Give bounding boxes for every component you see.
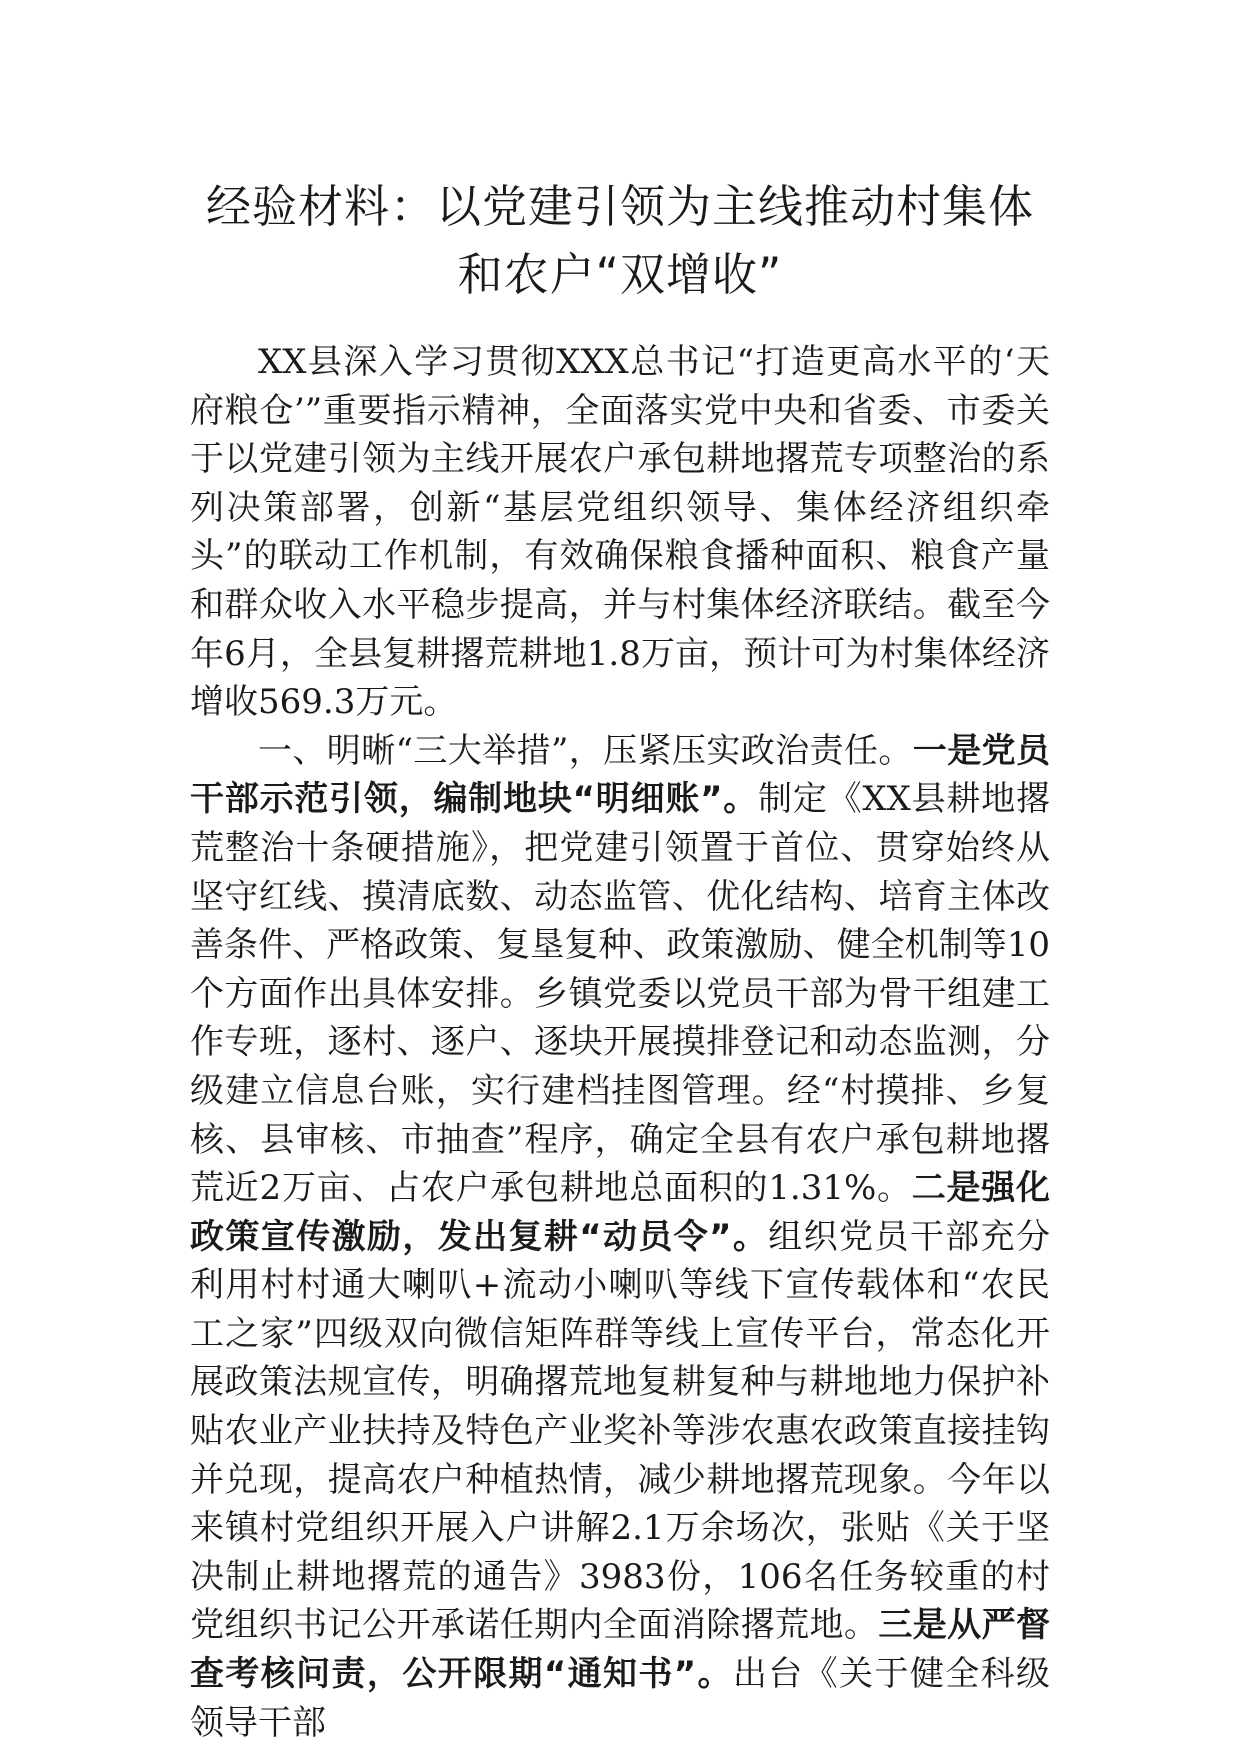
- paragraph-measures: [190, 727, 1050, 1747]
- document-body: [190, 338, 1050, 1747]
- document-title-line-1: 经验材料：以党建引领为主线推动村集体: [205, 180, 1034, 233]
- point1-heading: 一是党员干部示范引领，编制地块“明细账”。: [190, 730, 1051, 820]
- point2-heading: 二是强化政策宣传激励，发出复耕“动员令”。: [190, 1168, 1051, 1257]
- document-title-line-2: 和农户“双增收”: [457, 248, 783, 301]
- point1-text: 制定《XX县耕地撂荒整治十条硬措施》，把党建引领置于首位、贯穿始终从坚守红线、摸清底数、动态监管、优化结构、培育主体改善条件、严格政策、复垦复种、政策激励、健全机制等10个方面作出具体安排。乡镇党委以党员干部为骨干组建工作专班，逐村、逐户、逐块开展摸排登记和动态监测，分级建立信息台账，实行建档挂图管理。经“村摸排、乡复核、县审核、市抽查”程序，确定全县有农户承包耕地撂荒近2万亩、占农户承包耕地总面积的1.31%。: [190, 779, 1050, 1209]
- point3-heading: 三是从严督查考核问责，公开限期“通知书”。: [190, 1605, 1051, 1695]
- paragraph-intro: XX县深入学习贯彻XXX总书记“打造更高水平的‘天府粮仓’”重要指示精神，全面落实党中央和省委、市委关于以党建引领为主线开展农户承包耕地撂荒专项整治的系列决策部署，创新“基层党组织领导、集体经济组织牵头”的联动工作机制，有效确保粮食播种面积、粮食产量和群众收入水平稳步提高，并与村集体经济联结。截至今年6月，全县复耕撂荒耕地1.8万亩，预计可为村集体经济增收569.3万元。: [190, 342, 1050, 723]
- point3-text: 出台《关于健全科级领导干部: [190, 1654, 1050, 1743]
- point2-text: 组织党员干部充分利用村村通大喇叭+流动小喇叭等线下宣传载体和“农民工之家”四级双向微信矩阵群等线上宣传平台，常态化开展政策法规宣传，明确撂荒地复耕复种与耕地地力保护补贴农业产业扶持及特色产业奖补等涉农惠农政策直接挂钩并兑现，提高农户种植热情，减少耕地撂荒现象。今年以来镇村党组织开展入户讲解2.1万余场次，张贴《关于坚决制止耕地撂荒的通告》3983份，106名任务较重的村党组织书记公开承诺任期内全面消除撂荒地。: [190, 1216, 1050, 1646]
- section-lead: 一、明晰“三大举措”，压紧压实政治责任。: [258, 730, 913, 771]
